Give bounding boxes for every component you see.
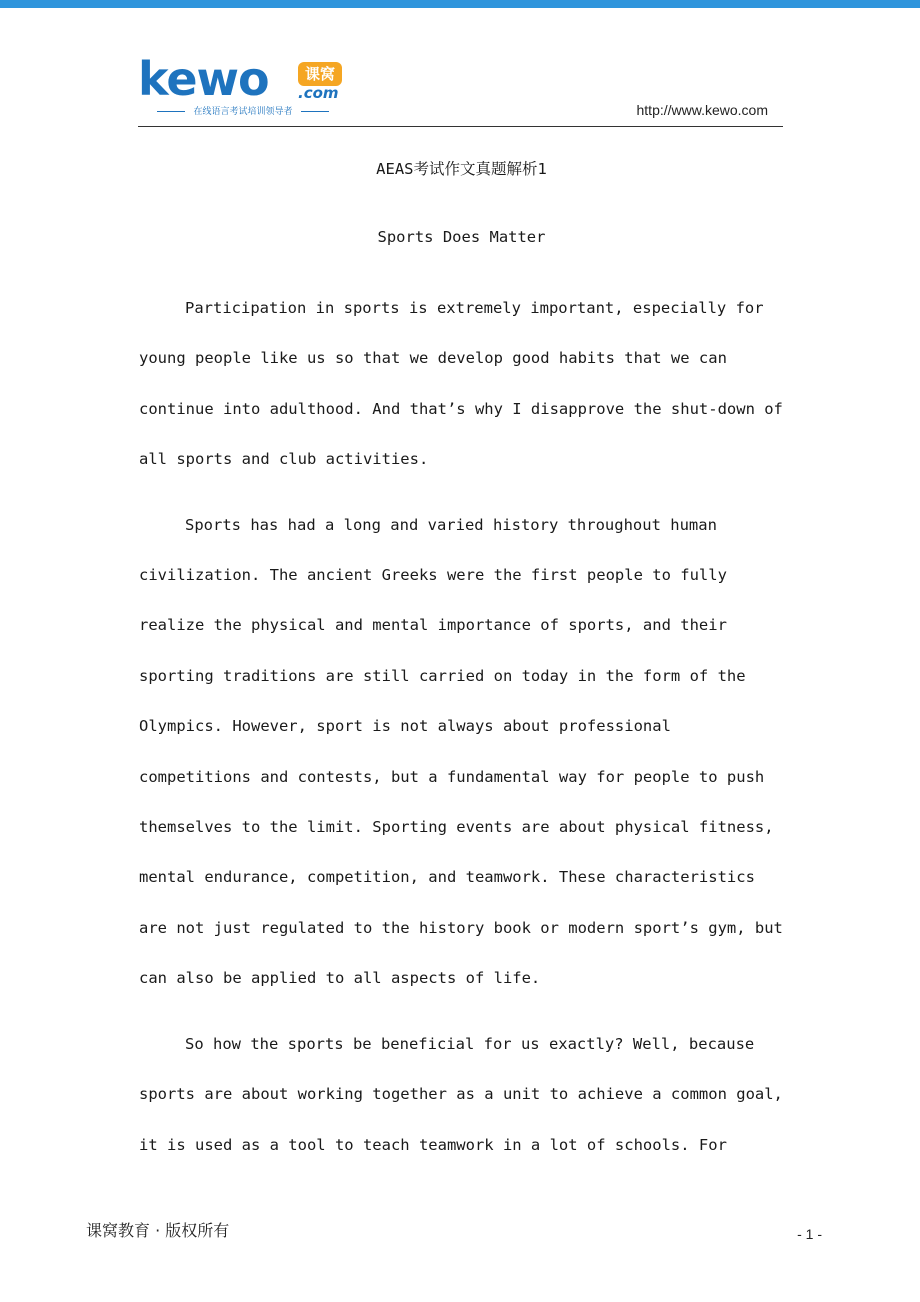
kewo-logo[interactable] [138,52,348,122]
logo-dotcom: .com [298,84,339,102]
logo-wordmark: kewo [138,52,269,106]
document-title: AEAS考试作文真题解析1 [376,160,547,178]
page-number: - 1 - [797,1226,822,1242]
paragraph-3: So how the sports be beneficial for us exactly? Well, because sports are about working together as a unit to achieve a common goal, it is used as a tool to teach teamwork in a lot of schools. For [139,1034,783,1154]
top-accent-bar [0,0,920,8]
document-body [139,150,784,1170]
site-url-link[interactable]: http://www.kewo.com [636,102,768,118]
logo-badge: 课窝 [298,62,342,86]
header-divider [138,126,783,127]
logo-tagline: 在线语言考试培训领导者 [138,104,348,117]
paragraph-1: Participation in sports is extremely important, especially for young people like us so that we develop good habits that we can continue into adulthood. And that’s why I disapprove the shut-down of all sports and club activities. [139,299,783,469]
essay-title: Sports Does Matter [377,228,546,246]
footer-copyright: 课窝教育 · 版权所有 [86,1221,230,1240]
paragraph-2: Sports has had a long and varied history throughout human civilization. The ancient Greeks were the first people to fully realize the physical and mental importance of sports, and their sporting traditions are still carried on today in the form of the Olympics. However, sport is not always about professional competitions and contests, but a fundamental way for people to push themselves to the limit. Sporting events are about physical fitness, mental endurance, competition, and teamwork. These characteristics are not just regulated to the history book or modern sport’s gym, but can also be applied to all aspects of life. [139,515,783,988]
